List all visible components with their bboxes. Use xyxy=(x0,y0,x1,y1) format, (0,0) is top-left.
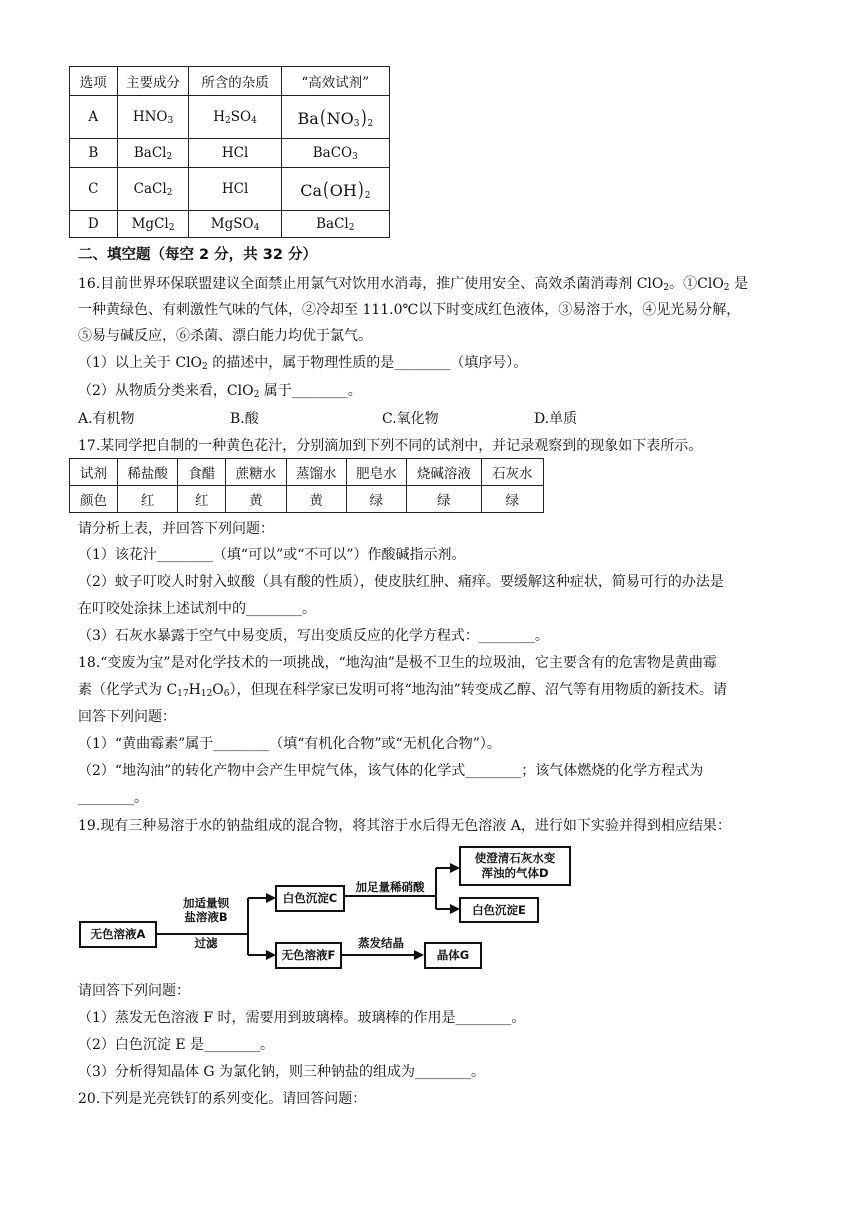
indicator-color: 红 xyxy=(178,486,226,513)
section-heading: 二、填空题（每空 2 分，共 32 分） xyxy=(78,247,317,263)
row-b-main: BaCl$_2$ xyxy=(117,139,189,168)
q17-sub2-line2: 在叮咬处涂抹上述试剂中的________。 xyxy=(78,601,316,617)
q16-line2: 一种黄绿色、有刺激性气味的气体，②冷却至 111.0℃以下时变成红色液体，③易溶于水，④见光易分解， xyxy=(78,302,741,318)
q17-sub1: （1）该花汁________（填“可以”或“不可以”）作酸碱指示剂。 xyxy=(78,547,466,563)
box-crystal-g: 晶体G xyxy=(424,942,482,969)
indicator-color: 黄 xyxy=(286,486,346,513)
indicator-color: 黄 xyxy=(226,486,286,513)
indicator-reagent: 食醋 xyxy=(178,459,226,486)
q19-intro: 请回答下列问题： xyxy=(78,983,190,999)
row-b-option: B xyxy=(70,139,118,168)
indicator-reagent: 烧碱溶液 xyxy=(407,459,482,486)
label-filter: 过滤 xyxy=(194,936,218,950)
q19-sub1: （1）蒸发无色溶液 F 时，需要用到玻璃棒。玻璃棒的作用是________。 xyxy=(78,1010,526,1026)
q18-line1: 18.“变废为宝”是对化学技术的一项挑战，“地沟油”是极不卫生的垃圾油，它主要含有的危害物是黄曲霉 xyxy=(78,655,717,671)
q18-sub2-line2: ________。 xyxy=(78,790,148,806)
q17-stem: 17.某同学把自制的一种黄色花汁，分别滴加到下列不同的试剂中，并记录观察到的现象如下表所示。 xyxy=(78,438,703,454)
box-precipitate-c: 白色沉淀C xyxy=(275,885,345,912)
box-solution-a: 无色溶液A xyxy=(79,921,157,948)
q20-stem: 20.下列是光亮铁钉的系列变化。请回答问题： xyxy=(78,1091,367,1107)
indicator-reagent: 蒸馏水 xyxy=(286,459,346,486)
q16-line3: ⑤易与碱反应，⑥杀菌、漂白能力均优于氯气。 xyxy=(78,328,372,344)
header-impurity: 所含的杂质 xyxy=(189,67,281,96)
q16-choice-a: A.有机物 xyxy=(78,411,135,427)
indicator-reagent: 肥皂水 xyxy=(346,459,406,486)
q17-intro: 请分析上表，并回答下列问题： xyxy=(78,521,274,537)
indicator-reagent: 石灰水 xyxy=(481,459,543,486)
row-a-reagent: $Ba(NO_3)_2$ xyxy=(281,96,389,139)
indicator-header: 试剂 xyxy=(70,459,118,486)
header-option: 选项 xyxy=(70,67,118,96)
header-reagent: “高效试剂” xyxy=(281,67,389,96)
q16-choice-d: D.单质 xyxy=(534,411,578,427)
q16-choice-c: C.氧化物 xyxy=(382,411,439,427)
q16-choice-b: B.酸 xyxy=(230,411,259,427)
indicator-color-header: 颜色 xyxy=(70,486,118,513)
row-d-reagent: BaCl$_2$ xyxy=(281,211,389,238)
row-c-option: C xyxy=(70,168,118,211)
indicator-color: 绿 xyxy=(481,486,543,513)
box-precipitate-e: 白色沉淀E xyxy=(459,897,539,923)
indicator-color: 绿 xyxy=(346,486,406,513)
q19-stem: 19.现有三种易溶于水的钠盐组成的混合物，将其溶于水后得无色溶液 A，进行如下实验并得到相应结果： xyxy=(78,818,731,834)
row-c-impurity: HCl xyxy=(189,168,281,211)
row-b-reagent: BaCO$_3$ xyxy=(281,139,389,168)
q18-sub1: （1）“黄曲霉素”属于________（填“有机化合物”或“无机化合物”）。 xyxy=(78,736,501,752)
q19-sub2: （2）白色沉淀 E 是________。 xyxy=(78,1037,275,1053)
row-d-main: MgCl$_2$ xyxy=(117,211,189,238)
q18-line2: 素（化学式为 $C_{17}H_{12}O_6$），但现在科学家已发明可将“地沟油”转变成乙醇、沼气等有用物质的新技术。请 xyxy=(78,682,727,699)
label-evaporate: 蒸发结晶 xyxy=(358,936,404,950)
q16-line1: 16.目前世界环保联盟建议全面禁止用氯气对饮用水消毒，推广使用安全、高效杀菌消毒剂 ClO$_2$。①ClO$_2$ 是 xyxy=(78,276,748,293)
indicator-reagent: 稀盐酸 xyxy=(118,459,178,486)
row-c-main: CaCl$_2$ xyxy=(117,168,189,211)
q17-sub3: （3）石灰水暴露于空气中易变质，写出变质反应的化学方程式：________。 xyxy=(78,628,549,644)
label-add-barium: 加适量钡 盐溶液B xyxy=(183,896,229,924)
row-d-impurity: MgSO$_4$ xyxy=(189,211,281,238)
q17-sub2-line1: （2）蚊子叮咬人时射入蚁酸（具有酸的性质），使皮肤红肿、痛痒。要缓解这种症状，简易可行的办法是 xyxy=(78,574,724,590)
row-a-impurity: $H_2SO_4$ xyxy=(189,96,281,139)
q18-line3: 回答下列问题： xyxy=(78,709,176,725)
q19-sub3: （3）分析得知晶体 G 为氯化钠，则三种钠盐的组成为________。 xyxy=(78,1064,485,1080)
indicator-color: 绿 xyxy=(407,486,482,513)
box-gas-d: 使澄清石灰水变 浑浊的气体D xyxy=(459,846,571,886)
q18-sub2-line1: （2）“地沟油”的转化产物中会产生甲烷气体，该气体的化学式________；该气体燃烧的化学方程式为 xyxy=(78,763,704,779)
row-a-option: A xyxy=(70,96,118,139)
label-add-nitric-acid: 加足量稀硝酸 xyxy=(355,880,425,894)
indicator-reagent: 蔗糖水 xyxy=(226,459,286,486)
box-solution-f: 无色溶液F xyxy=(275,942,342,969)
row-d-option: D xyxy=(70,211,118,238)
header-main: 主要成分 xyxy=(117,67,189,96)
row-b-impurity: HCl xyxy=(189,139,281,168)
q16-sub1: （1）以上关于 ClO$_2$ 的描述中，属于物理性质的是________（填序号）。 xyxy=(78,355,528,372)
row-a-main: $HNO_3$ xyxy=(117,96,189,139)
indicator-color: 红 xyxy=(118,486,178,513)
q16-sub2: （2）从物质分类来看，ClO$_2$ 属于________。 xyxy=(78,383,362,400)
row-c-reagent: $Ca(OH)_2$ xyxy=(281,168,389,211)
